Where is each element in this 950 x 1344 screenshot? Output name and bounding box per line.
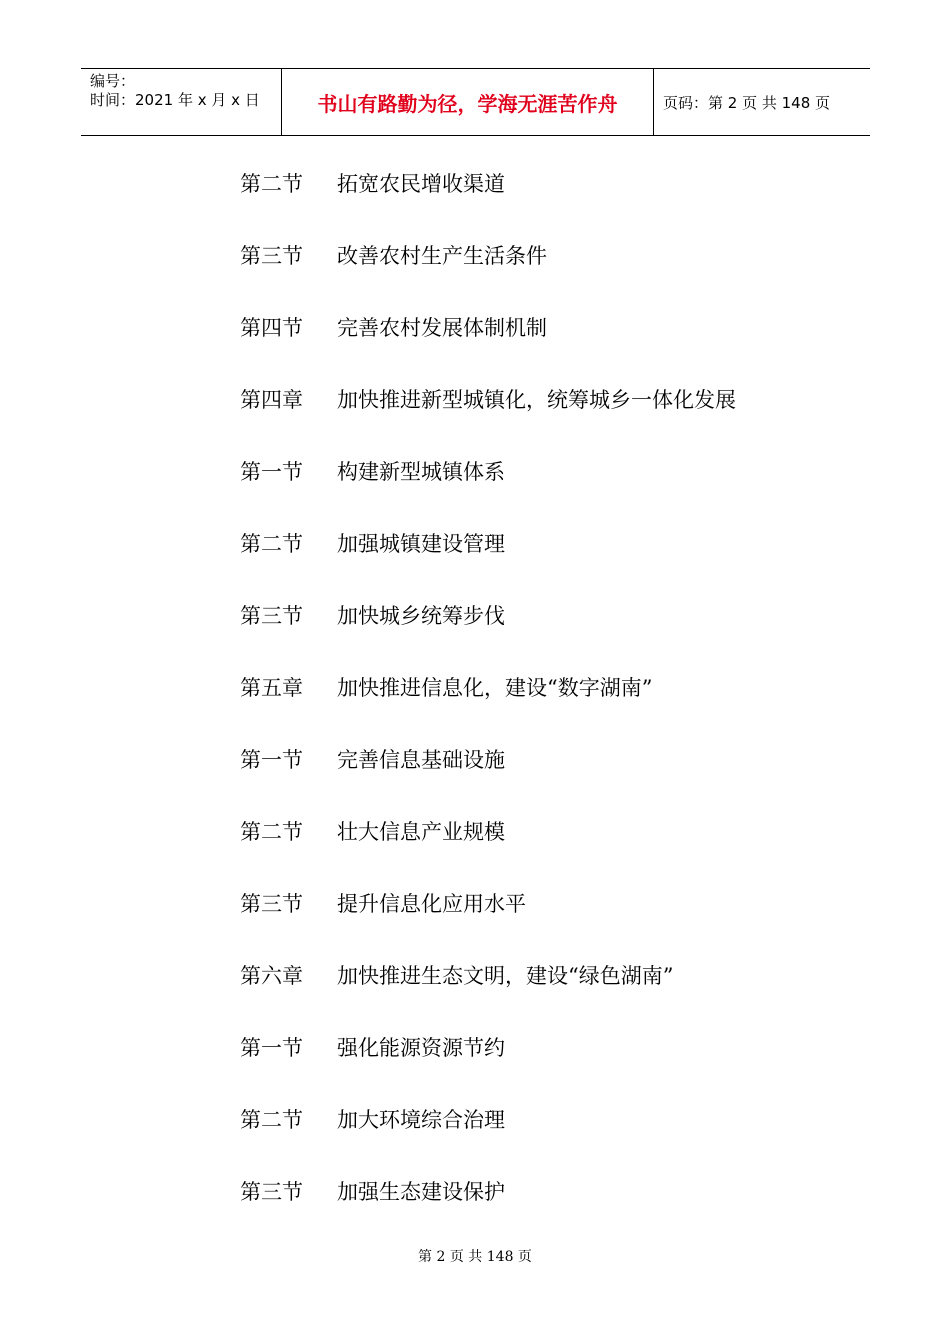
toc-entry-label: 第四章 — [240, 388, 303, 412]
toc-entry — [240, 598, 880, 670]
toc-entry-label: 第三节 — [240, 604, 303, 628]
toc-entry-title: 加快推进新型城镇化，统筹城乡一体化发展 — [337, 388, 736, 412]
toc-entry — [240, 1174, 880, 1246]
toc-entry-title: 完善农村发展体制机制 — [337, 316, 547, 340]
header-meta-cell — [81, 69, 282, 135]
toc-entry-label: 第五章 — [240, 676, 303, 700]
toc-entry-label: 第二节 — [240, 1108, 303, 1132]
toc-entry-label: 第一节 — [240, 748, 303, 772]
toc-entry-label: 第一节 — [240, 1036, 303, 1060]
toc-entry-title: 提升信息化应用水平 — [337, 892, 526, 916]
document-number-label: 编号： — [90, 72, 136, 90]
toc-entry — [240, 814, 880, 886]
toc-entry-label: 第三节 — [240, 1180, 303, 1204]
toc-entry-title: 加强城镇建设管理 — [337, 532, 505, 556]
table-of-contents — [240, 166, 880, 1246]
toc-entry — [240, 454, 880, 526]
toc-entry-label: 第三节 — [240, 892, 303, 916]
toc-entry-title: 加强生态建设保护 — [337, 1180, 505, 1204]
page-header — [81, 68, 870, 136]
toc-entry — [240, 526, 880, 598]
toc-entry — [240, 382, 880, 454]
toc-entry-title: 完善信息基础设施 — [337, 748, 505, 772]
toc-entry-title: 加大环境综合治理 — [337, 1108, 505, 1132]
toc-entry-title: 加快推进信息化，建设“数字湖南” — [337, 676, 653, 700]
toc-entry-label: 第三节 — [240, 244, 303, 268]
toc-entry-label: 第六章 — [240, 964, 303, 988]
toc-entry-label: 第四节 — [240, 316, 303, 340]
document-time-label: 时间：2021 年 x 月 x 日 — [90, 91, 260, 109]
toc-entry — [240, 166, 880, 238]
toc-entry — [240, 670, 880, 742]
toc-entry — [240, 238, 880, 310]
header-page-cell — [654, 69, 870, 135]
toc-entry-title: 改善农村生产生活条件 — [337, 244, 547, 268]
toc-entry — [240, 742, 880, 814]
toc-entry — [240, 1030, 880, 1102]
toc-entry-title: 壮大信息产业规模 — [337, 820, 505, 844]
toc-entry — [240, 958, 880, 1030]
toc-entry-label: 第二节 — [240, 172, 303, 196]
toc-entry-label: 第一节 — [240, 460, 303, 484]
toc-entry-label: 第二节 — [240, 820, 303, 844]
toc-entry-title: 拓宽农民增收渠道 — [337, 172, 505, 196]
toc-entry — [240, 886, 880, 958]
header-motto: 书山有路勤为径，学海无涯苦作舟 — [317, 91, 618, 116]
toc-entry-label: 第二节 — [240, 532, 303, 556]
header-motto-cell — [282, 69, 654, 135]
page-footer: 第 2 页 共 148 页 — [418, 1249, 532, 1265]
toc-entry-title: 强化能源资源节约 — [337, 1036, 505, 1060]
header-page-info: 页码：第 2 页 共 148 页 — [663, 93, 831, 112]
toc-entry-title: 加快推进生态文明，建设“绿色湖南” — [337, 964, 674, 988]
toc-entry-title: 构建新型城镇体系 — [337, 460, 505, 484]
toc-entry-title: 加快城乡统筹步伐 — [337, 604, 505, 628]
toc-entry — [240, 310, 880, 382]
toc-entry — [240, 1102, 880, 1174]
